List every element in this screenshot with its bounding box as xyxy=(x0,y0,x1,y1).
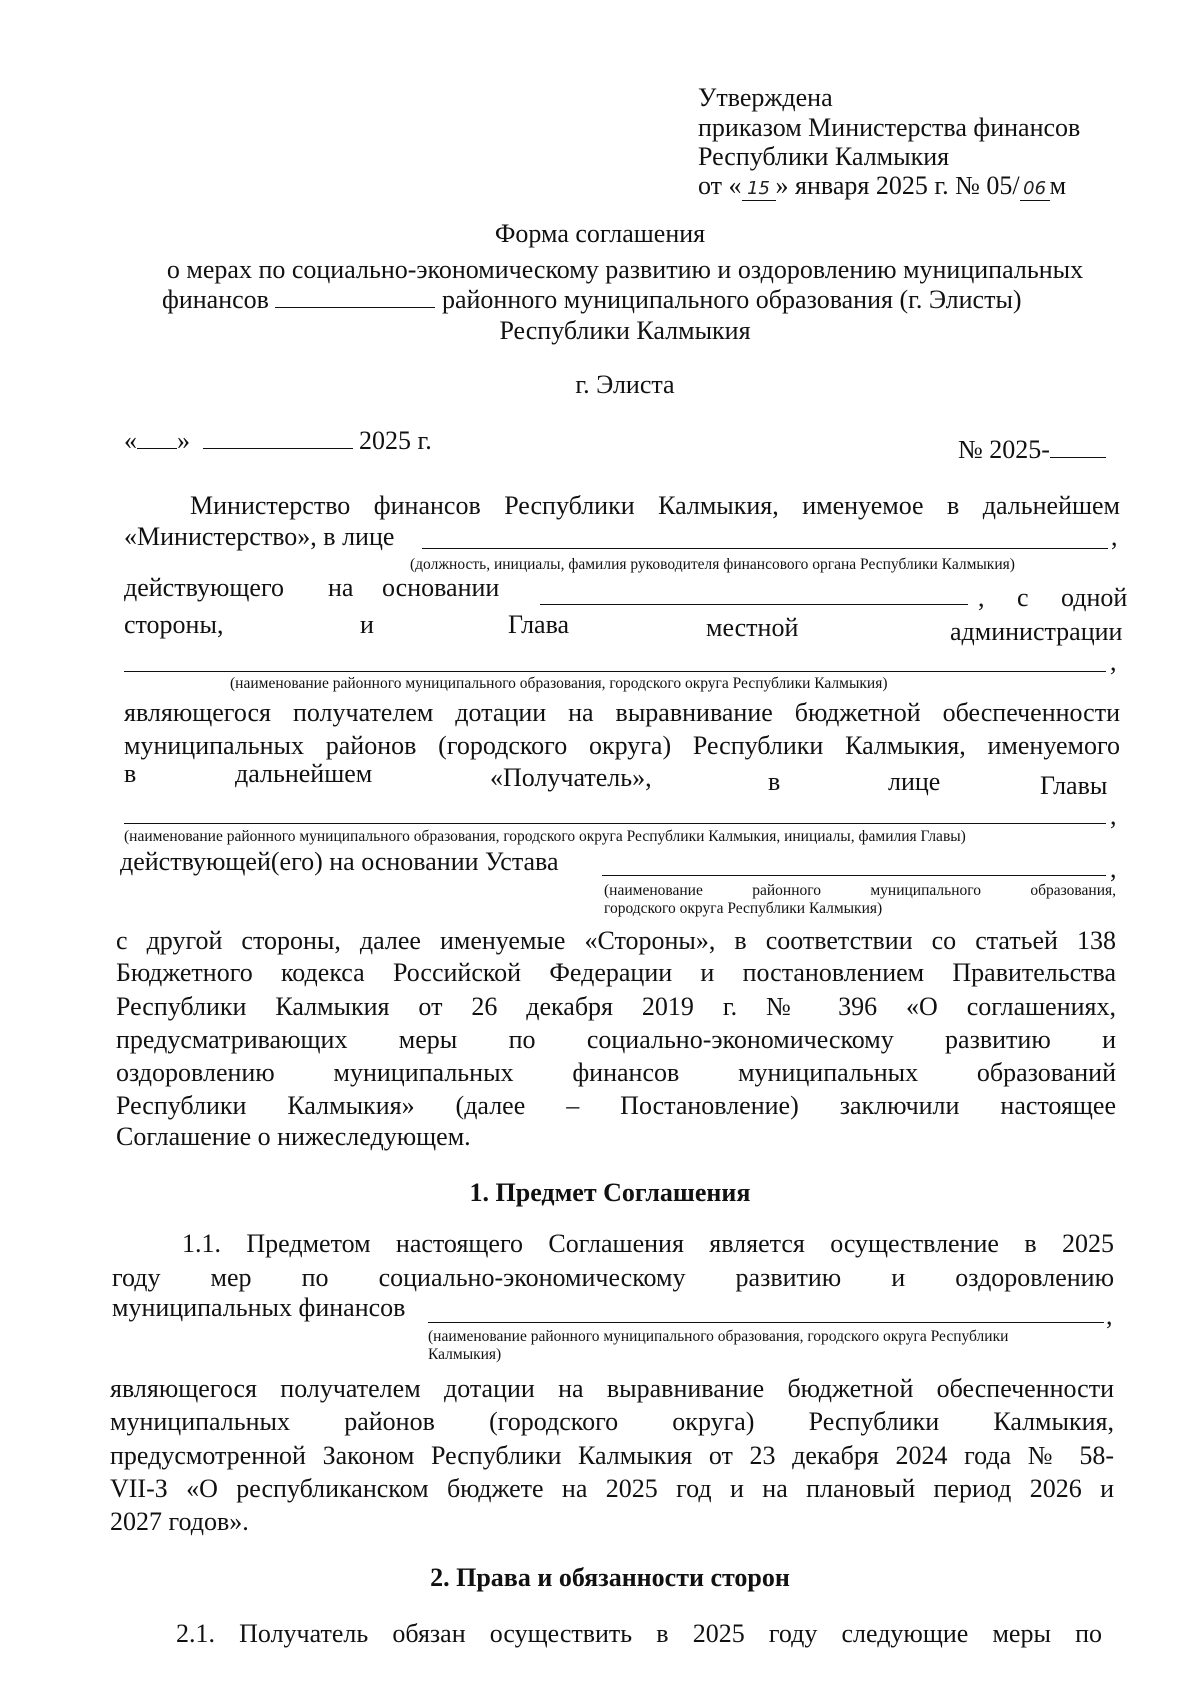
date-open-quote: « xyxy=(124,426,137,455)
section-1-heading: 1. Предмет Соглашения xyxy=(469,1178,751,1207)
preamble-line-7-w2: дальнейшем xyxy=(235,759,373,788)
head-municipality-blank[interactable] xyxy=(124,671,1106,672)
approval-day-handwritten: 15 xyxy=(742,178,776,201)
approval-number-handwritten: 06 xyxy=(1020,178,1050,201)
preamble-line-4-w5: администрации xyxy=(950,617,1123,646)
preamble-line-1: Министерство финансов Республики Калмыкия, именуемое в дальнейшем xyxy=(190,491,1120,520)
hint-charter-2: городского округа Республики Калмыкия) xyxy=(604,900,883,917)
section-1-hint-2: Калмыкия) xyxy=(428,1346,502,1363)
preamble-line-7-w1: в xyxy=(124,759,137,788)
minister-name-blank[interactable] xyxy=(422,548,1108,549)
approval-line-3: Республики Калмыкия xyxy=(698,142,950,171)
municipality-blank[interactable] xyxy=(275,283,435,308)
preamble-line-3-w1: действующего xyxy=(124,573,284,602)
section-1-p-line-2: году мер по социально-экономическому развитию и оздоровлению xyxy=(112,1263,1114,1292)
comma-4: , xyxy=(1110,854,1117,883)
agreement-number xyxy=(958,433,1106,466)
preamble-line-4-w3: Глава xyxy=(508,610,570,639)
hint-charter-1: (наименование районного муниципального образования, xyxy=(604,882,1116,899)
body-line-3: Республики Калмыкия от 26 декабря 2019 г. № 396 «О соглашениях, xyxy=(116,992,1116,1021)
preamble-line-3-end: , с одной xyxy=(978,583,1128,612)
body-line-5: оздоровлению муниципальных финансов муниципальных образований xyxy=(116,1058,1116,1087)
preamble-line-2: «Министерство», в лице xyxy=(124,522,395,551)
section-2-p-line-1: 2.1. Получатель обязан осуществить в 2025 году следующие меры по xyxy=(176,1619,1102,1648)
approval-line-1: Утверждена xyxy=(698,83,833,112)
charter-blank[interactable] xyxy=(602,875,1106,876)
date-month-blank[interactable] xyxy=(203,424,353,449)
preamble-line-4-w4: местной xyxy=(706,613,799,642)
basis-blank[interactable] xyxy=(540,604,968,605)
section-1-line-1: являющегося получателем дотации на выравнивание бюджетной обеспеченности xyxy=(110,1374,1114,1403)
preamble-line-4-w2: и xyxy=(360,610,374,639)
body-line-2: Бюджетного кодекса Российской Федерации и постановлением Правительства xyxy=(116,958,1116,987)
preamble-line-3-w2: на xyxy=(328,573,354,602)
section-1-hint-1: (наименование районного муниципального образования, городского округа Республики xyxy=(428,1328,1009,1345)
section-1-municipality-blank[interactable] xyxy=(428,1322,1104,1323)
section-1-p-line-3: муниципальных финансов xyxy=(112,1293,406,1322)
title-line-2: о мерах по социально-экономическому развитию и оздоровлению муниципальных xyxy=(166,255,1084,284)
preamble-line-5: являющегося получателем дотации на выравнивание бюджетной обеспеченности xyxy=(124,698,1120,727)
preamble-line-3-w3: основании xyxy=(382,573,500,602)
title-line-3 xyxy=(162,283,1022,316)
section-2-heading: 2. Права и обязанности сторон xyxy=(430,1563,790,1592)
section-1-line-2: муниципальных районов (городского округа) Республики Калмыкия, xyxy=(110,1407,1114,1436)
section-1-line-3: предусмотренной Законом Республики Калмыкия от 23 декабря 2024 года № 58- xyxy=(110,1441,1114,1470)
agreement-date xyxy=(124,424,432,457)
comma-1: , xyxy=(1111,522,1118,551)
preamble-line-7-w6: Главы xyxy=(1040,771,1108,800)
date-close-quote: » xyxy=(177,426,190,455)
preamble-line-7-w3: «Получатель», xyxy=(490,763,652,792)
date-year: 2025 г. xyxy=(359,426,432,455)
place: г. Элиста xyxy=(575,370,675,399)
title-line-4: Республики Калмыкия xyxy=(499,316,751,345)
section-1-line-5: 2027 годов». xyxy=(110,1507,249,1536)
body-line-1: с другой стороны, далее именуемые «Стороны», в соответствии со статьей 138 xyxy=(116,926,1116,955)
comma-2: , xyxy=(1110,647,1117,676)
title-line-3-a: финансов xyxy=(162,285,269,314)
preamble-line-4-w1: стороны, xyxy=(124,610,224,639)
approval-date-prefix: от « xyxy=(698,171,742,200)
head-name-blank[interactable] xyxy=(124,823,1106,824)
approval-number-suffix: м xyxy=(1049,171,1067,200)
title-line-1: Форма соглашения xyxy=(494,219,706,248)
body-line-6: Республики Калмыкия» (далее – Постановление) заключили настоящее xyxy=(116,1091,1116,1120)
preamble-line-7-w4: в xyxy=(768,767,781,796)
comma-3: , xyxy=(1110,801,1117,830)
number-prefix: № 2025- xyxy=(958,435,1050,464)
date-day-blank[interactable] xyxy=(137,424,177,449)
preamble-line-6: муниципальных районов (городского округа) Республики Калмыкия, именуемого xyxy=(124,731,1120,760)
approval-line-2: приказом Министерства финансов xyxy=(698,113,1081,142)
comma-5: , xyxy=(1106,1301,1113,1330)
preamble-line-7-w5: лице xyxy=(888,767,941,796)
body-line-4: предусматривающих меры по социально-экономическому развитию и xyxy=(116,1025,1116,1054)
section-1-p-line-1: 1.1. Предметом настоящего Соглашения является осуществление в 2025 xyxy=(182,1229,1114,1258)
number-blank[interactable] xyxy=(1050,433,1106,458)
approval-date-mid: » января 2025 г. № 05/ xyxy=(775,171,1020,200)
preamble-line-8: действующей(его) на основании Устава xyxy=(120,847,559,876)
hint-municipality-1: (наименование районного муниципального образования, городского округа Республики Калмыкия) xyxy=(230,675,888,692)
hint-minister: (должность, инициалы, фамилия руководителя финансового органа Республики Калмыкия) xyxy=(410,556,1015,573)
section-1-line-4: VII-З «О республиканском бюджете на 2025 год и на плановый период 2026 и xyxy=(110,1474,1114,1503)
hint-municipality-head: (наименование районного муниципального образования, городского округа Республики Калмыкия, инициалы, фамилия Главы) xyxy=(124,828,966,845)
approval-line-4 xyxy=(698,170,1066,202)
body-line-7: Соглашение о нижеследующем. xyxy=(116,1122,471,1151)
title-line-3-b: районного муниципального образования (г. Элисты) xyxy=(441,285,1022,314)
